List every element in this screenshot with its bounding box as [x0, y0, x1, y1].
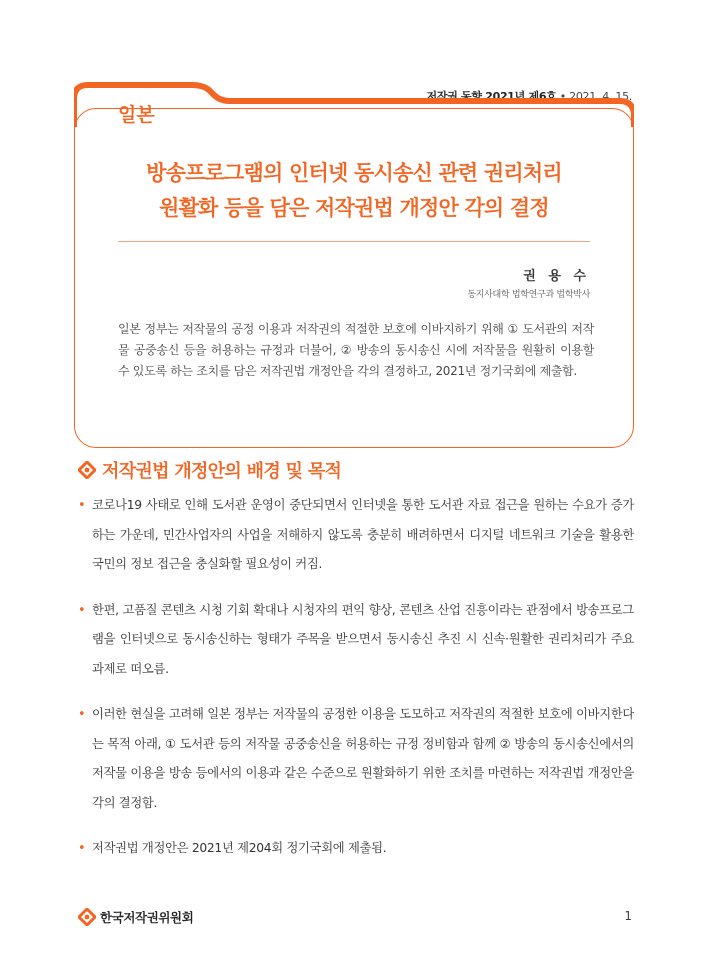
- organization-name: 한국저작권위원회: [100, 910, 194, 925]
- list-item: [78, 700, 634, 818]
- organization-logo-icon: [78, 908, 96, 926]
- bullet-dot: •: [78, 602, 86, 618]
- list-item: [78, 834, 634, 864]
- separator: •: [559, 90, 566, 103]
- page-number: 1: [624, 909, 632, 923]
- logo-mark-icon: [78, 461, 96, 479]
- bullet-text: 한편, 고품질 콘텐츠 시청 기회 확대나 시청자의 편익 향상, 콘텐츠 산업 진흥이라는 관점에서 방송프로그램을 인터넷으로 동시송신하는 형태가 주목을 받으면서 동시송신 추진 시 신속·원활한 권리처리가 주요 과제로 떠오름.: [92, 602, 634, 676]
- bullet-list: [78, 491, 634, 880]
- author-affiliation: 동지사대학 법학연구과 법학박사: [467, 290, 590, 300]
- publication-name: 저작권 동향 2021년 제6호: [426, 90, 557, 103]
- bullet-text: 코로나19 사태로 인해 도서관 운영이 중단되면서 인터넷을 통한 도서관 자료 접근을 원하는 수요가 증가하는 가운데, 민간사업자의 사업을 저해하지 않도록 충분히 배려하면서 디지털 네트워크 기술을 활용한 국민의 정보 접근을 충실화할 필요성이 커짐.: [92, 498, 634, 571]
- country-label: 일본: [118, 104, 155, 126]
- bullet-dot: •: [78, 707, 86, 722]
- section-header: [78, 457, 341, 483]
- article-title: [74, 156, 634, 226]
- bullet-text: 이러한 현실을 고려해 일본 정부는 저작물의 공정한 이용을 도모하고 저작권의 적절한 보호에 이바지한다는 목적 아래, ① 도서관 등의 저작물 공중송신을 허용하는 규정 정비함과 함께 ② 방송의 동시송신에서의 저작물 이용을 방송 등에서의 이용과 같은 수준으로 원활화하기 위한 조치를 마련하는 저작권법 개정안을 각의 결정함.: [92, 707, 634, 810]
- abstract-text: 일본 정부는 저작물의 공정 이용과 저작권의 적절한 보호에 이바지하기 위해 ① 도서관의 저작물 공중송신 등을 허용하는 규정과 더불어, ② 방송의 동시송신 시에 저작물을 원활히 이용할 수 있도록 하는 조치를 담은 저작권법 개정안을 각의 결정하고, 2021년 정기국회에 제출함.: [118, 322, 594, 378]
- list-item: [78, 491, 634, 580]
- publication-date: 2021. 4. 15.: [569, 90, 632, 103]
- bullet-dot: •: [78, 841, 86, 856]
- footer-logo: [78, 908, 193, 926]
- author-name: 권 용 수: [523, 269, 590, 284]
- bullet-text: 저작권법 개정안은 2021년 제204회 정기국회에 제출됨.: [92, 841, 387, 855]
- title-divider: [118, 241, 590, 242]
- list-item: [78, 596, 634, 685]
- section-title: 저작권법 개정안의 배경 및 목적: [102, 461, 342, 482]
- article-title-line2: 원활화 등을 담은 저작권법 개정안 각의 결정: [159, 196, 549, 220]
- bullet-dot: •: [78, 498, 86, 513]
- article-title-line1: 방송프로그램의 인터넷 동시송신 관련 권리처리: [146, 161, 562, 185]
